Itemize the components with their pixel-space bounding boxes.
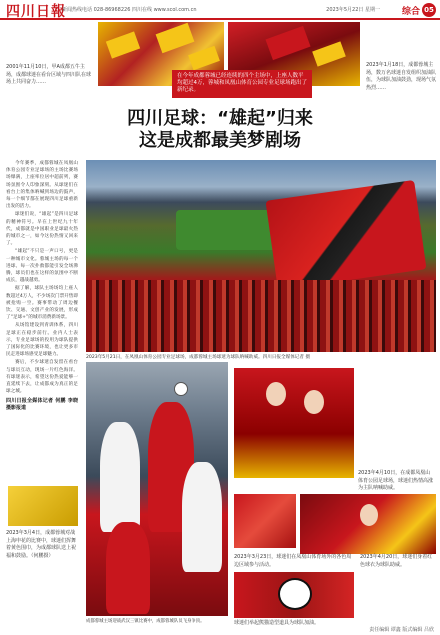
page-number-badge: 05 [422, 3, 436, 17]
body-paragraph: 从场馆建设到青训体系，四川足球正在稳步前行。业内人士表示，专业足球场的投用为球队提供了国际化的比赛环境，也让更多市民走进球场感受足球魅力。 [6, 323, 78, 358]
section-label: 综合 [401, 7, 420, 17]
photo-small-1 [234, 494, 296, 548]
photo-yellow-scarf [8, 486, 78, 526]
masthead [0, 0, 440, 20]
body-paragraph: 据了解，球队主场场均上座人数超过4万人，不少场次门票开售即被抢购一空。赛事带动了周边餐饮、交通、文创产业的发展，形成了“足球+”的城市消费新场景。 [6, 286, 78, 321]
panda-prop [278, 578, 312, 610]
crowd [86, 280, 436, 352]
headline-line-1: 四川足球：“雄起”归来 [127, 108, 313, 129]
caption-stadium: 2023年5月21日，在凤凰山体育公园专业足球场，成都蓉城主场球迷为球队呐喊助威。四川日报全媒体记者 摄 [86, 355, 311, 360]
caption-top-left: 2001年11月10日，甲A成都五牛主场，成都球迷在看台区域与四川队在球场上共同奋力…… [6, 64, 92, 85]
headline-line-2: 这是成都最美梦剧场 [139, 130, 301, 151]
byline: 四川日报全媒体记者 何鹏 李晓 摄影报道 [6, 397, 78, 411]
body-paragraph: “雄起”不只是一声口号，更是一种城市文化。蓉城主场的每一个进球、每一次扑救都能引发全场沸腾，球员们也在这样的氛围中不断成长，越战越勇。 [6, 249, 78, 284]
photo-match-action [86, 362, 228, 616]
caption-match: 成都蓉城主场迎战武汉三镇比赛中，成都蓉城队员飞身争顶。 [86, 619, 205, 624]
caption-top-right: 2023年1月18日，成都蓉城主场，数万名球迷自发组织加油队伍，为球队加油鼓劲，现场气氛热烈…… [366, 62, 437, 91]
caption-panda: 球迷们举起熊猫造型道具为球队加油。 [234, 620, 320, 626]
giant-flag [265, 180, 426, 290]
body-paragraph: 今年赛季，成都蓉城在凤凰山体育公园专业足球场的主场比赛场场爆满，上座率位居中超前列，赛场氛围令人印象深刻。从球迷们在看台上的集体呐喊到场边的鼓声，每一个细节都在展现四川足球重新出发的活力。 [6, 161, 78, 210]
body-paragraph: 赛后，不少球迷自发留在看台与球员互动，现场一片红色海洋。有球迷表示，希望这份热爱能够一直延续下去，让成都成为真正的足球之城。 [6, 360, 78, 395]
photo-panda-prop [234, 572, 354, 618]
summary-box: 在今年成都蓉城已经连续的四个主场中，上座人数平均超过4万，蓉城和凤凰山体育公园专业足球场跑出了新纪录。 [172, 70, 312, 98]
photo-fans-cheering [234, 368, 354, 478]
newspaper-logo: 四川日報 [6, 4, 66, 20]
page-footer: 责任编辑 谭鑫 版式编辑 吕欣 [369, 627, 434, 633]
body-paragraph: 球迷们说，“雄起”是四川足球的精神符号。早在上世纪九十年代，成都就是中国职业足球最火热的城市之一，如今这份热情又回来了。 [6, 212, 78, 247]
photo-stadium-crowd [86, 160, 436, 352]
caption-fans: 2023年4月10日，在成都凤凰山体育公园足球场，球迷们热情高涨为主队呐喊助威。 [358, 470, 434, 491]
masthead-info: 新闻热线电话 028-86968226 四川在线 www.scol.com.cn [62, 7, 197, 13]
photo-small-2 [300, 494, 436, 554]
caption-small-2: 2023年4月20日，球迷们身着红色球衣为球队助威。 [360, 554, 433, 568]
article-body [6, 160, 78, 413]
caption-bottom-left: 2023年3月4日，成都蓉城对战上海申花的比赛中，球迷们挥舞着黄色围巾，为成都球队送上祝福和鼓励。（何鹏摄） [6, 530, 77, 559]
caption-small-1: 2023年3月23日，球迷们在凤凰山体育场外的各色周边区域参与活动。 [234, 554, 352, 568]
issue-date: 2023年5月22日 星期一 [326, 7, 380, 13]
